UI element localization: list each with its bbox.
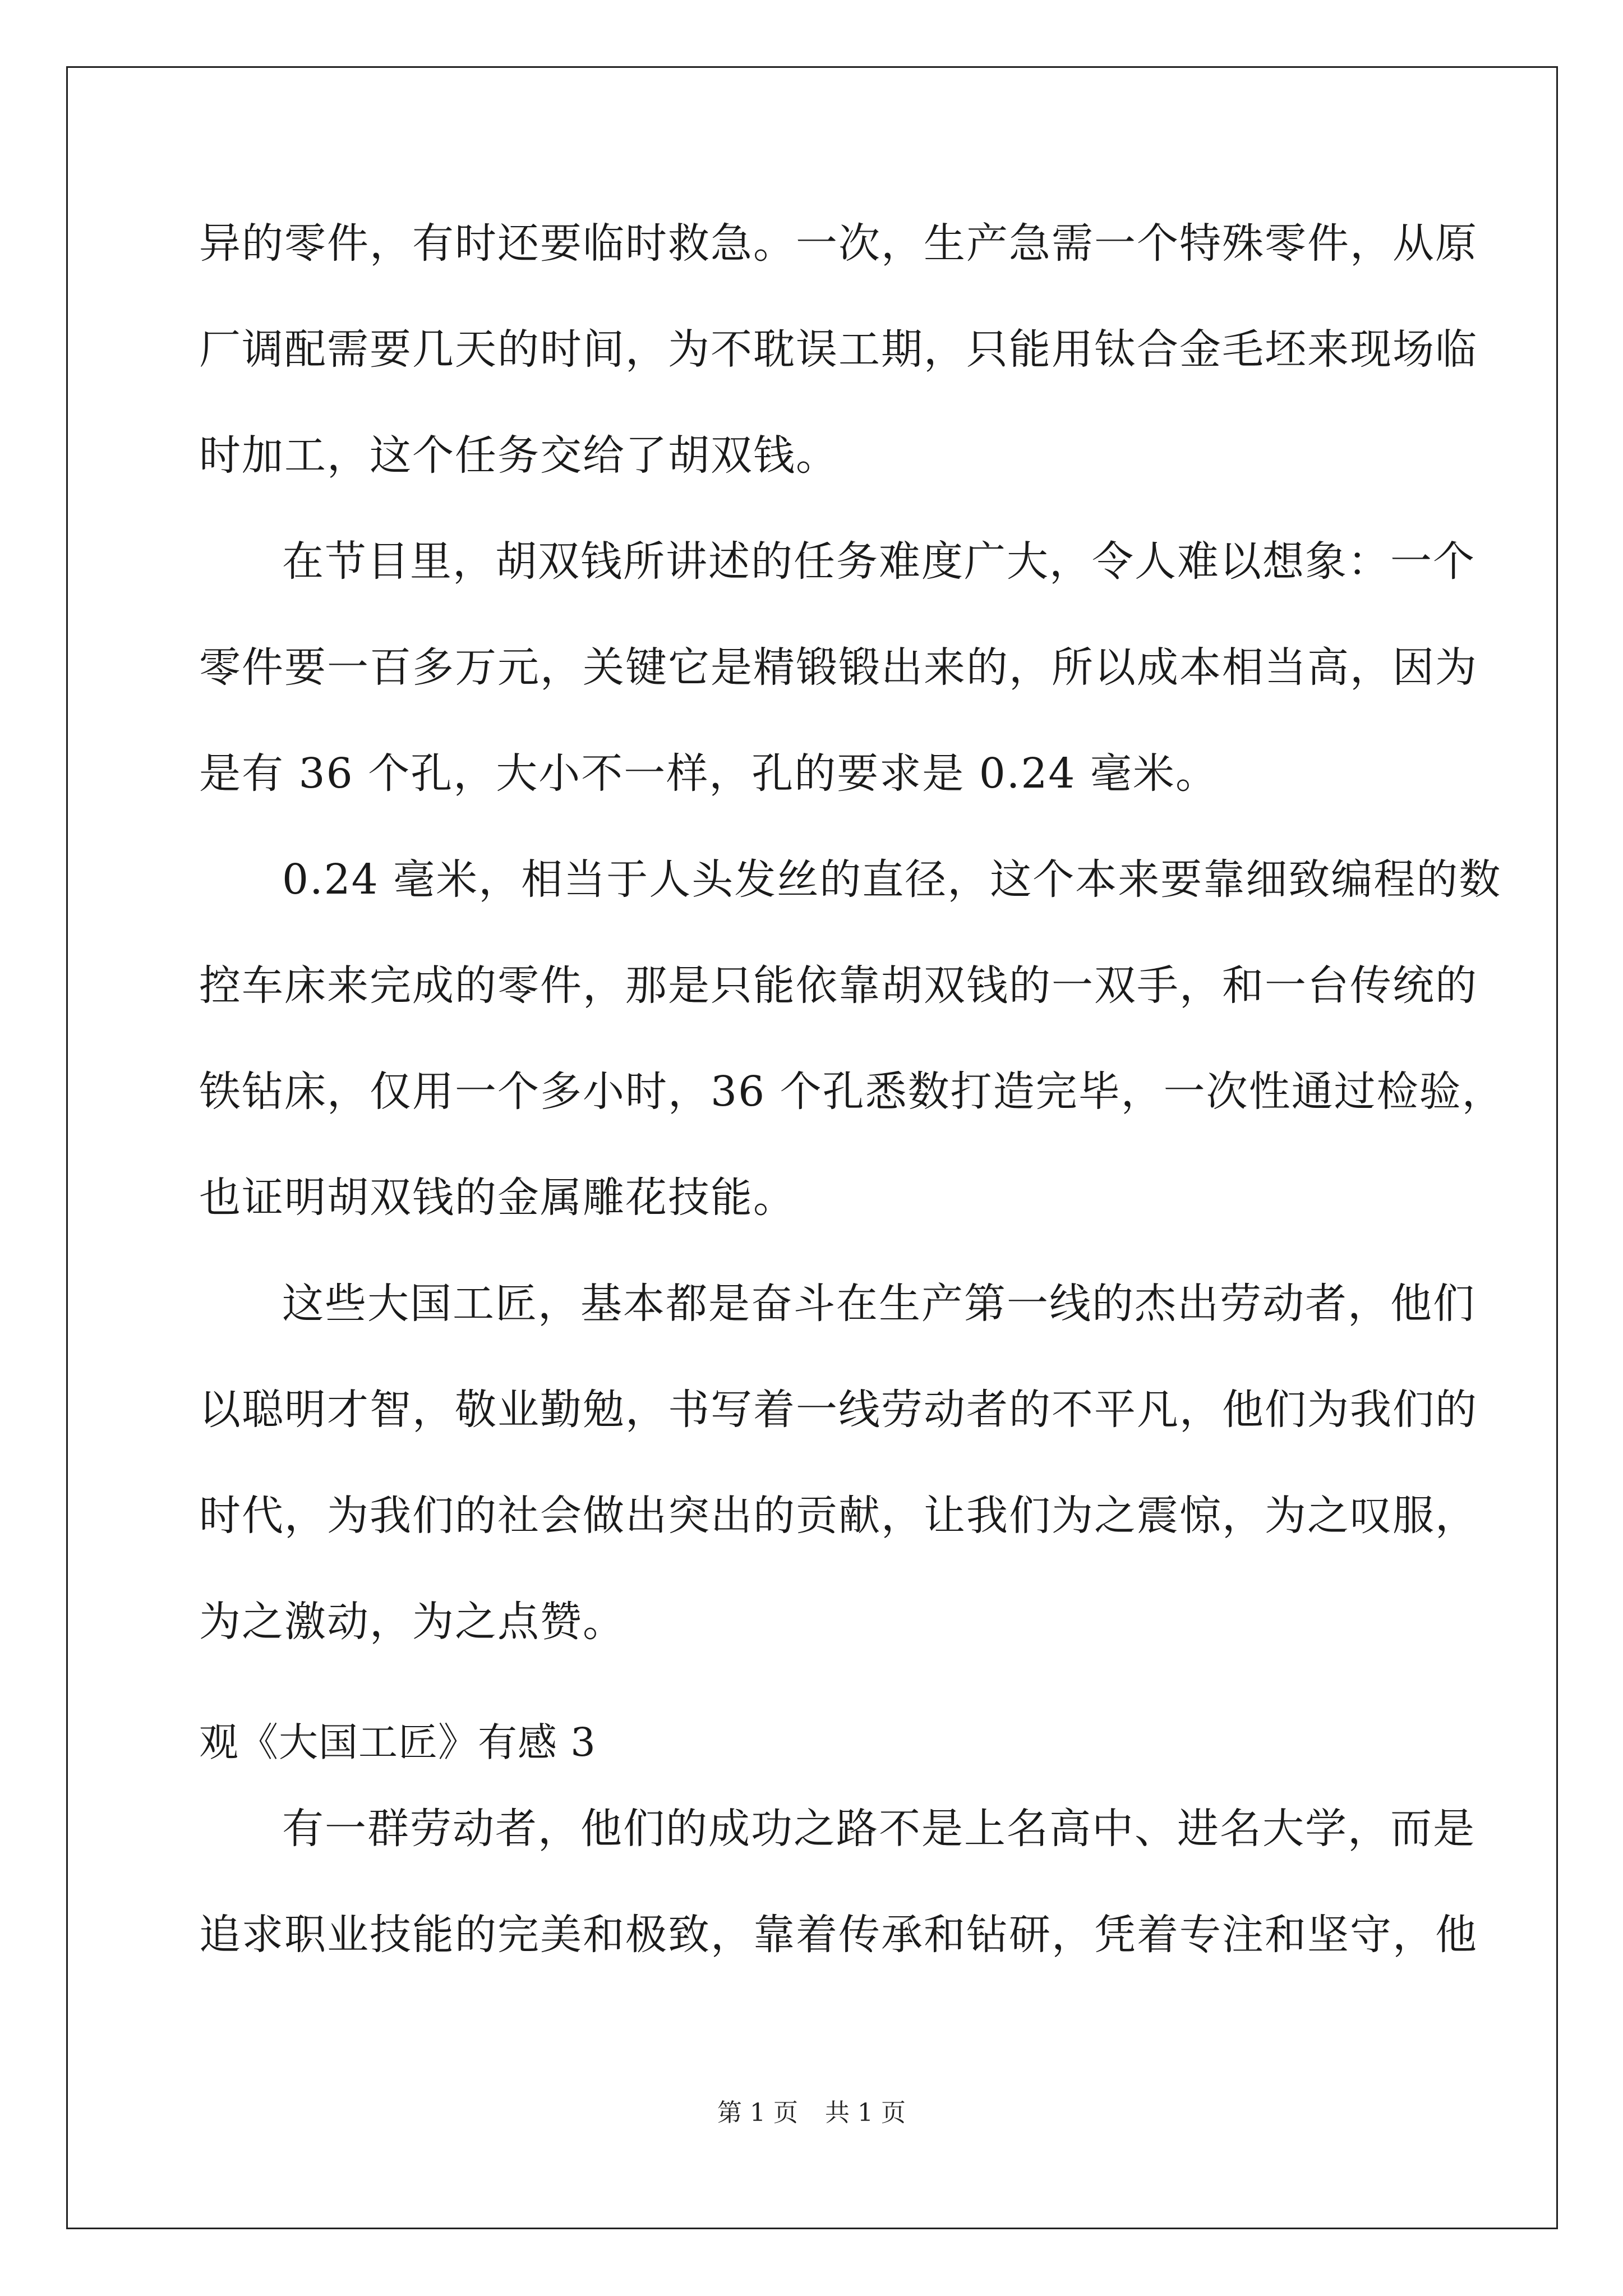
paragraph-line: 也证明胡双钱的金属雕花技能。 — [199, 1174, 796, 1222]
paragraph-line: 追求职业技能的完美和极致，靠着传承和钻研，凭着专注和坚守，他 — [199, 1911, 1478, 1959]
paragraph-line: 这些大国工匠，基本都是奋斗在生产第一线的杰出劳动者，他们 — [282, 1280, 1476, 1328]
page-number-total: 共 1 页 — [825, 2099, 906, 2127]
document-body — [199, 208, 1505, 2005]
paragraph-line: 零件要一百多万元，关键它是精锻锻出来的，所以成本相当高，因为 — [199, 643, 1478, 692]
section-heading: 观《大国工匠》有感 3 — [199, 1719, 596, 1765]
page-footer — [0, 2092, 1623, 2128]
paragraph-line: 铁钻床，仅用一个多小时，36 个孔悉数打造完毕，一次性通过检验， — [199, 1068, 1505, 1116]
paragraph-line: 以聪明才智，敬业勤勉，书写着一线劳动者的不平凡，他们为我们的 — [199, 1386, 1478, 1434]
page-number-current: 第 1 页 — [717, 2099, 798, 2127]
paragraph-line: 是有 36 个孔，大小不一样，孔的要求是 0.24 毫米。 — [199, 749, 1219, 798]
paragraph-line: 为之激动，为之点赞。 — [199, 1598, 625, 1646]
paragraph-line: 在节目里，胡双钱所讲述的任务难度广大，令人难以想象：一个 — [282, 537, 1476, 586]
paragraph-line: 时加工，这个任务交给了胡双钱。 — [199, 431, 838, 480]
paragraph-line: 异的零件，有时还要临时救急。一次，生产急需一个特殊零件，从原 — [199, 219, 1478, 268]
paragraph-line: 有一群劳动者，他们的成功之路不是上名高中、进名大学，而是 — [282, 1805, 1476, 1853]
paragraph-line: 控车床来完成的零件，那是只能依靠胡双钱的一双手，和一台传统的 — [199, 961, 1478, 1010]
paragraph-line: 0.24 毫米，相当于人头发丝的直径，这个本来要靠细致编程的数 — [282, 855, 1502, 904]
paragraph-line: 时代，为我们的社会做出突出的贡献，让我们为之震惊，为之叹服， — [199, 1492, 1478, 1540]
paragraph-line: 厂调配需要几天的时间，为不耽误工期，只能用钛合金毛坯来现场临 — [199, 325, 1478, 374]
